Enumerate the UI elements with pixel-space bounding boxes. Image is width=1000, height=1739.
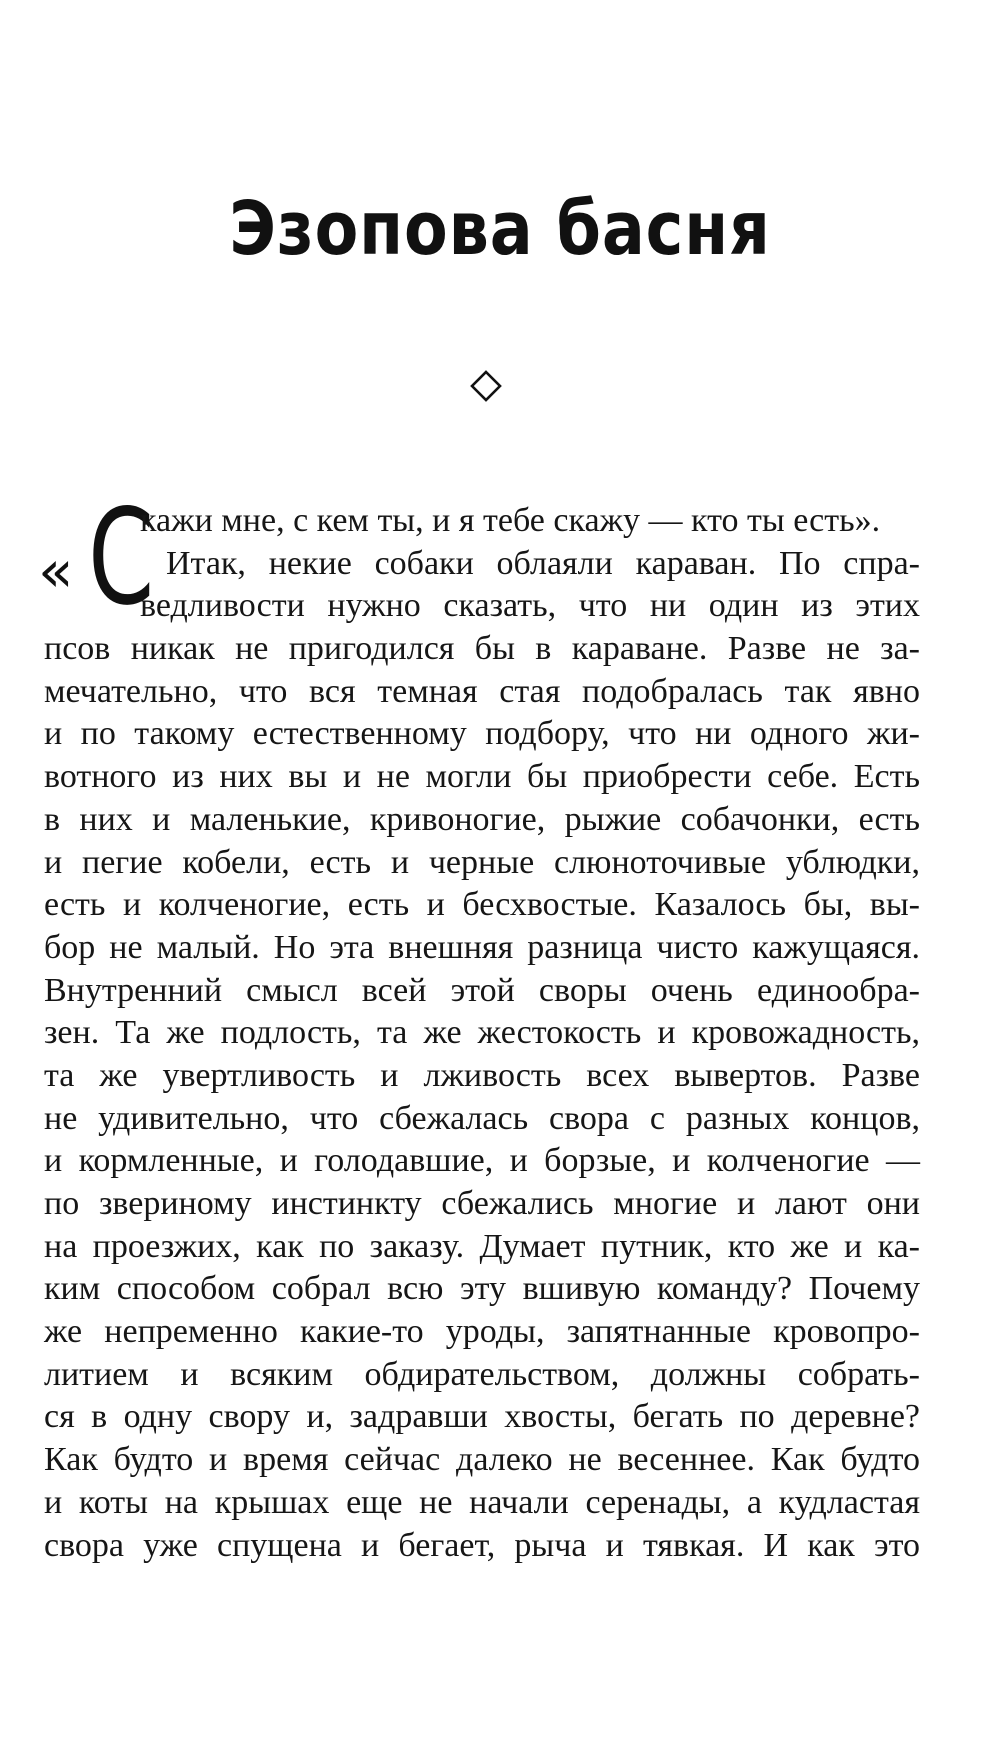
text-line: вотного из них вы и не могли бы приобрести себе. Есть [44,758,920,796]
opening-quote-mark: « [38,537,74,605]
text-line: мечательно, что вся темная стая подобралась так явно [44,672,920,710]
text-line: литием и всяким обдирательством, должны собрать- [44,1355,920,1393]
text-line: кажи мне, с кем ты, и я тебе скажу — кто ты есть». [140,502,881,539]
text-line: Как будто и время сейчас далеко не весеннее. Как будто [44,1441,920,1479]
chapter-title: Эзопова басня [229,186,771,272]
text-line: не удивительно, что сбежалась свора с разных концов, [44,1099,920,1137]
text-line: и по такому естественному подбору, что ни одного жи- [44,715,920,753]
text-line: ким способом собрал всю эту вшивую команду? Почему [44,1270,920,1308]
drop-cap-letter: С [88,481,155,635]
text-line: и пегие кобели, есть и черные слюноточивые ублюдки, [44,843,920,881]
text-line: псов никак не пригодился бы в караване. Разве не за- [44,630,920,668]
text-line: бор не малый. Но эта внешняя разница чисто кажущаяся. [44,928,920,966]
text-line: и кормленные, и голодавшие, и борзые, и колченогие — [44,1142,920,1180]
text-line: ся в одну свору и, задравши хвосты, бегать по деревне? [44,1398,920,1436]
text-line: в них и маленькие, кривоногие, рыжие собачонки, есть [44,800,920,838]
text-line: же непременно какие-то уроды, запятнанные кровопро- [44,1313,920,1351]
diamond-outline-icon [470,370,502,402]
body-text [44,500,920,1567]
text-line: есть и колченогие, есть и бесхвостые. Казалось бы, вы- [44,886,920,924]
text-line: Внутренний смысл всей этой своры очень единообра- [44,971,920,1009]
text-line: по звериному инстинкту сбежались многие и лают они [44,1185,920,1222]
text-line: зен. Та же подлость, та же жестокость и кровожадность, [44,1014,920,1052]
text-line: и коты на крышах еще не начали серенады, а кудластая [44,1483,920,1521]
text-line: Итак, некие собаки облаяли караван. По спра- [166,544,920,582]
text-line: ведливости нужно сказать, что ни один из этих [140,587,920,625]
text-line: свора уже спущена и бегает, рыча и тявкая. И как это [44,1526,920,1564]
text-line: на проезжих, как по заказу. Думает путник, кто же и ка- [44,1227,920,1265]
text-line: та же увертливость и лживость всех вывертов. Разве [44,1056,920,1094]
